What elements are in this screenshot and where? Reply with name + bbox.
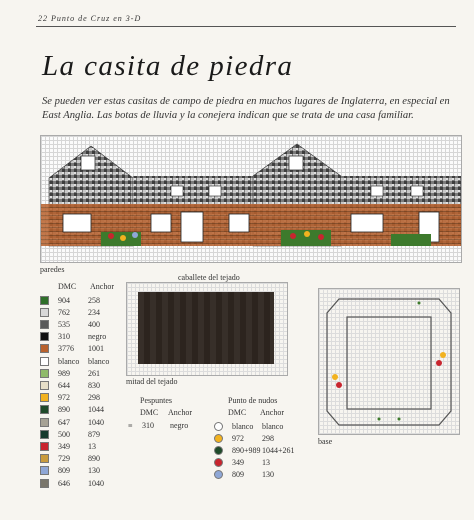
knot-swatch [214, 446, 223, 455]
color-swatch [40, 442, 49, 451]
knot-swatch [214, 422, 223, 431]
pespuntes-title: Pespuntes [140, 396, 172, 405]
knot-anchor: 13 [262, 457, 270, 467]
key-anchor: 130 [88, 466, 100, 476]
key-dmc: 647 [58, 417, 70, 427]
knot-swatch [214, 434, 223, 443]
pespuntes-anchor-heading: Anchor [168, 408, 192, 417]
color-swatch [40, 479, 49, 488]
key-dmc: 644 [58, 380, 70, 390]
key-row [40, 331, 118, 343]
pespuntes-dmc: 310 [142, 421, 154, 430]
knot-row [214, 420, 283, 432]
knot-swatch [214, 470, 223, 479]
pespuntes-dmc-heading: DMC [140, 408, 159, 417]
nudos-header [228, 408, 284, 417]
color-swatch [40, 369, 49, 378]
key-row [40, 379, 118, 391]
walls-chart-drawing [41, 136, 461, 262]
base-chart [318, 288, 460, 435]
color-swatch [40, 418, 49, 427]
knot-anchor: 1044+261 [262, 445, 295, 455]
base-chart-drawing [319, 289, 459, 434]
key-anchor: 890 [88, 454, 100, 464]
key-dmc: 535 [58, 319, 70, 329]
knot-row [214, 456, 270, 468]
key-anchor: blanco [88, 356, 110, 366]
key-anchor: 1001 [88, 344, 104, 354]
knot-dmc: 349 [232, 457, 244, 467]
knot-row [214, 444, 295, 456]
key-dmc: 729 [58, 454, 70, 464]
pespuntes-anchor: negro [170, 421, 189, 430]
knot-dmc: blanco [232, 421, 254, 431]
key-row [40, 306, 118, 318]
color-swatch [40, 466, 49, 475]
key-anchor: 13 [88, 441, 96, 451]
label-caballete: caballete del tejado [178, 273, 240, 282]
color-swatch [40, 381, 49, 390]
key-row [40, 367, 118, 379]
knot-anchor: 130 [262, 469, 274, 479]
key-dmc: 646 [58, 478, 70, 488]
key-anchor: 1040 [88, 417, 104, 427]
backstitch-line-icon: ≡ [128, 421, 133, 430]
knot-dmc: 809 [232, 469, 244, 479]
key-row [40, 440, 118, 452]
key-dmc: 972 [58, 393, 70, 403]
key-anchor: 879 [88, 429, 100, 439]
main-key-header [40, 282, 120, 291]
pespuntes-header [140, 408, 192, 417]
key-anchor: 298 [88, 393, 100, 403]
color-swatch [40, 393, 49, 402]
key-dmc: 890 [58, 405, 70, 415]
main-key-dmc-heading: DMC [58, 282, 77, 291]
key-row [40, 355, 118, 367]
key-row [40, 428, 118, 440]
knot-row [214, 468, 274, 480]
page-header: 22 Punto de Cruz en 3-D [38, 14, 142, 23]
key-anchor: 1040 [88, 478, 104, 488]
key-row [40, 416, 118, 428]
key-row [40, 294, 118, 306]
roof-fill [138, 292, 274, 364]
knot-dmc: 890+989 [232, 445, 261, 455]
key-anchor: 400 [88, 319, 100, 329]
key-anchor: 234 [88, 307, 100, 317]
key-dmc: 3776 [58, 344, 74, 354]
key-dmc: 762 [58, 307, 70, 317]
color-swatch [40, 430, 49, 439]
header-rule [36, 26, 456, 27]
nudos-title: Punto de nudos [228, 396, 278, 405]
key-anchor: negro [88, 332, 107, 342]
key-anchor: 830 [88, 380, 100, 390]
pespuntes-row [128, 421, 188, 430]
intro-paragraph: Se pueden ver estas casitas de campo de piedra en muchos lugares de Inglaterra, en especial en East Anglia. Las botas de lluvia y la conejera indican que se trata de una casa familiar. [42, 96, 450, 121]
key-dmc: 310 [58, 332, 70, 342]
key-anchor: 1044 [88, 405, 104, 415]
label-paredes: paredes [40, 265, 65, 274]
color-swatch [40, 405, 49, 414]
color-swatch [40, 320, 49, 329]
color-swatch [40, 357, 49, 366]
key-dmc: 904 [58, 295, 70, 305]
key-row [40, 453, 118, 465]
key-row [40, 343, 118, 355]
knot-swatch [214, 458, 223, 467]
color-swatch [40, 308, 49, 317]
color-swatch [40, 296, 49, 305]
key-dmc: 349 [58, 441, 70, 451]
key-dmc: 989 [58, 368, 70, 378]
key-row [40, 318, 118, 330]
nudos-anchor-heading: Anchor [260, 408, 284, 417]
key-anchor: 261 [88, 368, 100, 378]
key-dmc: blanco [58, 356, 80, 366]
nudos-dmc-heading: DMC [228, 408, 247, 417]
knot-row [214, 432, 274, 444]
key-dmc: 809 [58, 466, 70, 476]
main-key-anchor-heading: Anchor [90, 282, 114, 291]
key-row [40, 404, 118, 416]
walls-chart [40, 135, 462, 263]
key-row [40, 477, 118, 489]
key-anchor: 258 [88, 295, 100, 305]
color-swatch [40, 344, 49, 353]
knot-anchor: blanco [262, 421, 284, 431]
key-dmc: 500 [58, 429, 70, 439]
label-base: base [318, 437, 333, 446]
key-row [40, 392, 118, 404]
knot-dmc: 972 [232, 433, 244, 443]
key-row [40, 465, 118, 477]
label-mitad: mitad del tejado [126, 377, 178, 386]
knot-anchor: 298 [262, 433, 274, 443]
page-title: La casita de piedra [42, 50, 294, 82]
color-swatch [40, 332, 49, 341]
color-swatch [40, 454, 49, 463]
